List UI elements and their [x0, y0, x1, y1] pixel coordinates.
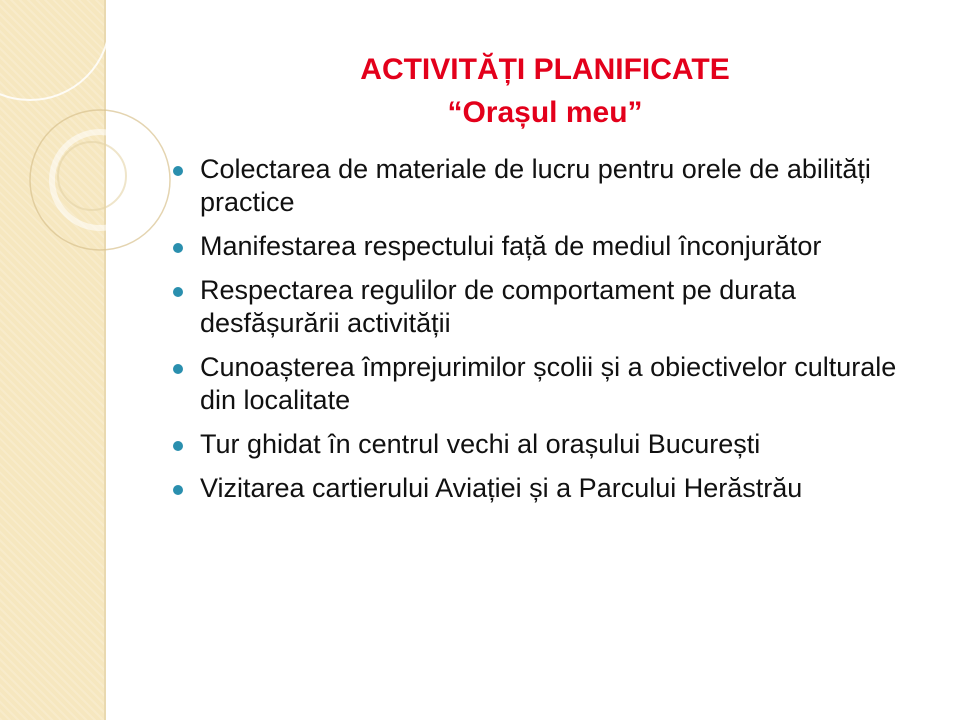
list-item-text: Colectarea de materiale de lucru pentru orele de abilități practice [200, 154, 871, 217]
list-item-text: Manifestarea respectului față de mediul înconjurător [200, 231, 822, 261]
list-item [168, 153, 928, 219]
bullet-dot-icon [173, 364, 183, 374]
slide-title: ACTIVITĂȚI PLANIFICATE [360, 53, 730, 86]
list-item [168, 351, 928, 417]
bullet-dot-icon [173, 166, 183, 176]
bullet-dot-icon [173, 485, 183, 495]
list-item-text: Tur ghidat în centrul vechi al orașului București [200, 429, 761, 459]
list-item [168, 472, 928, 505]
bullet-dot-icon [173, 243, 183, 253]
list-item-text: Respectarea regulilor de comportament pe durata desfășurării activității [200, 275, 796, 338]
bullet-dot-icon [173, 287, 183, 297]
list-item-text: Cunoașterea împrejurimilor școlii și a obiectivelor culturale din localitate [200, 352, 897, 415]
list-item [168, 274, 928, 340]
bullet-dot-icon [173, 441, 183, 451]
slide-subtitle: “Orașul meu” [447, 96, 643, 129]
list-item [168, 428, 928, 461]
list-item-text: Vizitarea cartierului Aviației și a Parcului Herăstrău [200, 473, 803, 503]
decorative-circles-icon [0, 0, 160, 320]
list-item [168, 230, 928, 263]
bullet-list [168, 153, 928, 516]
